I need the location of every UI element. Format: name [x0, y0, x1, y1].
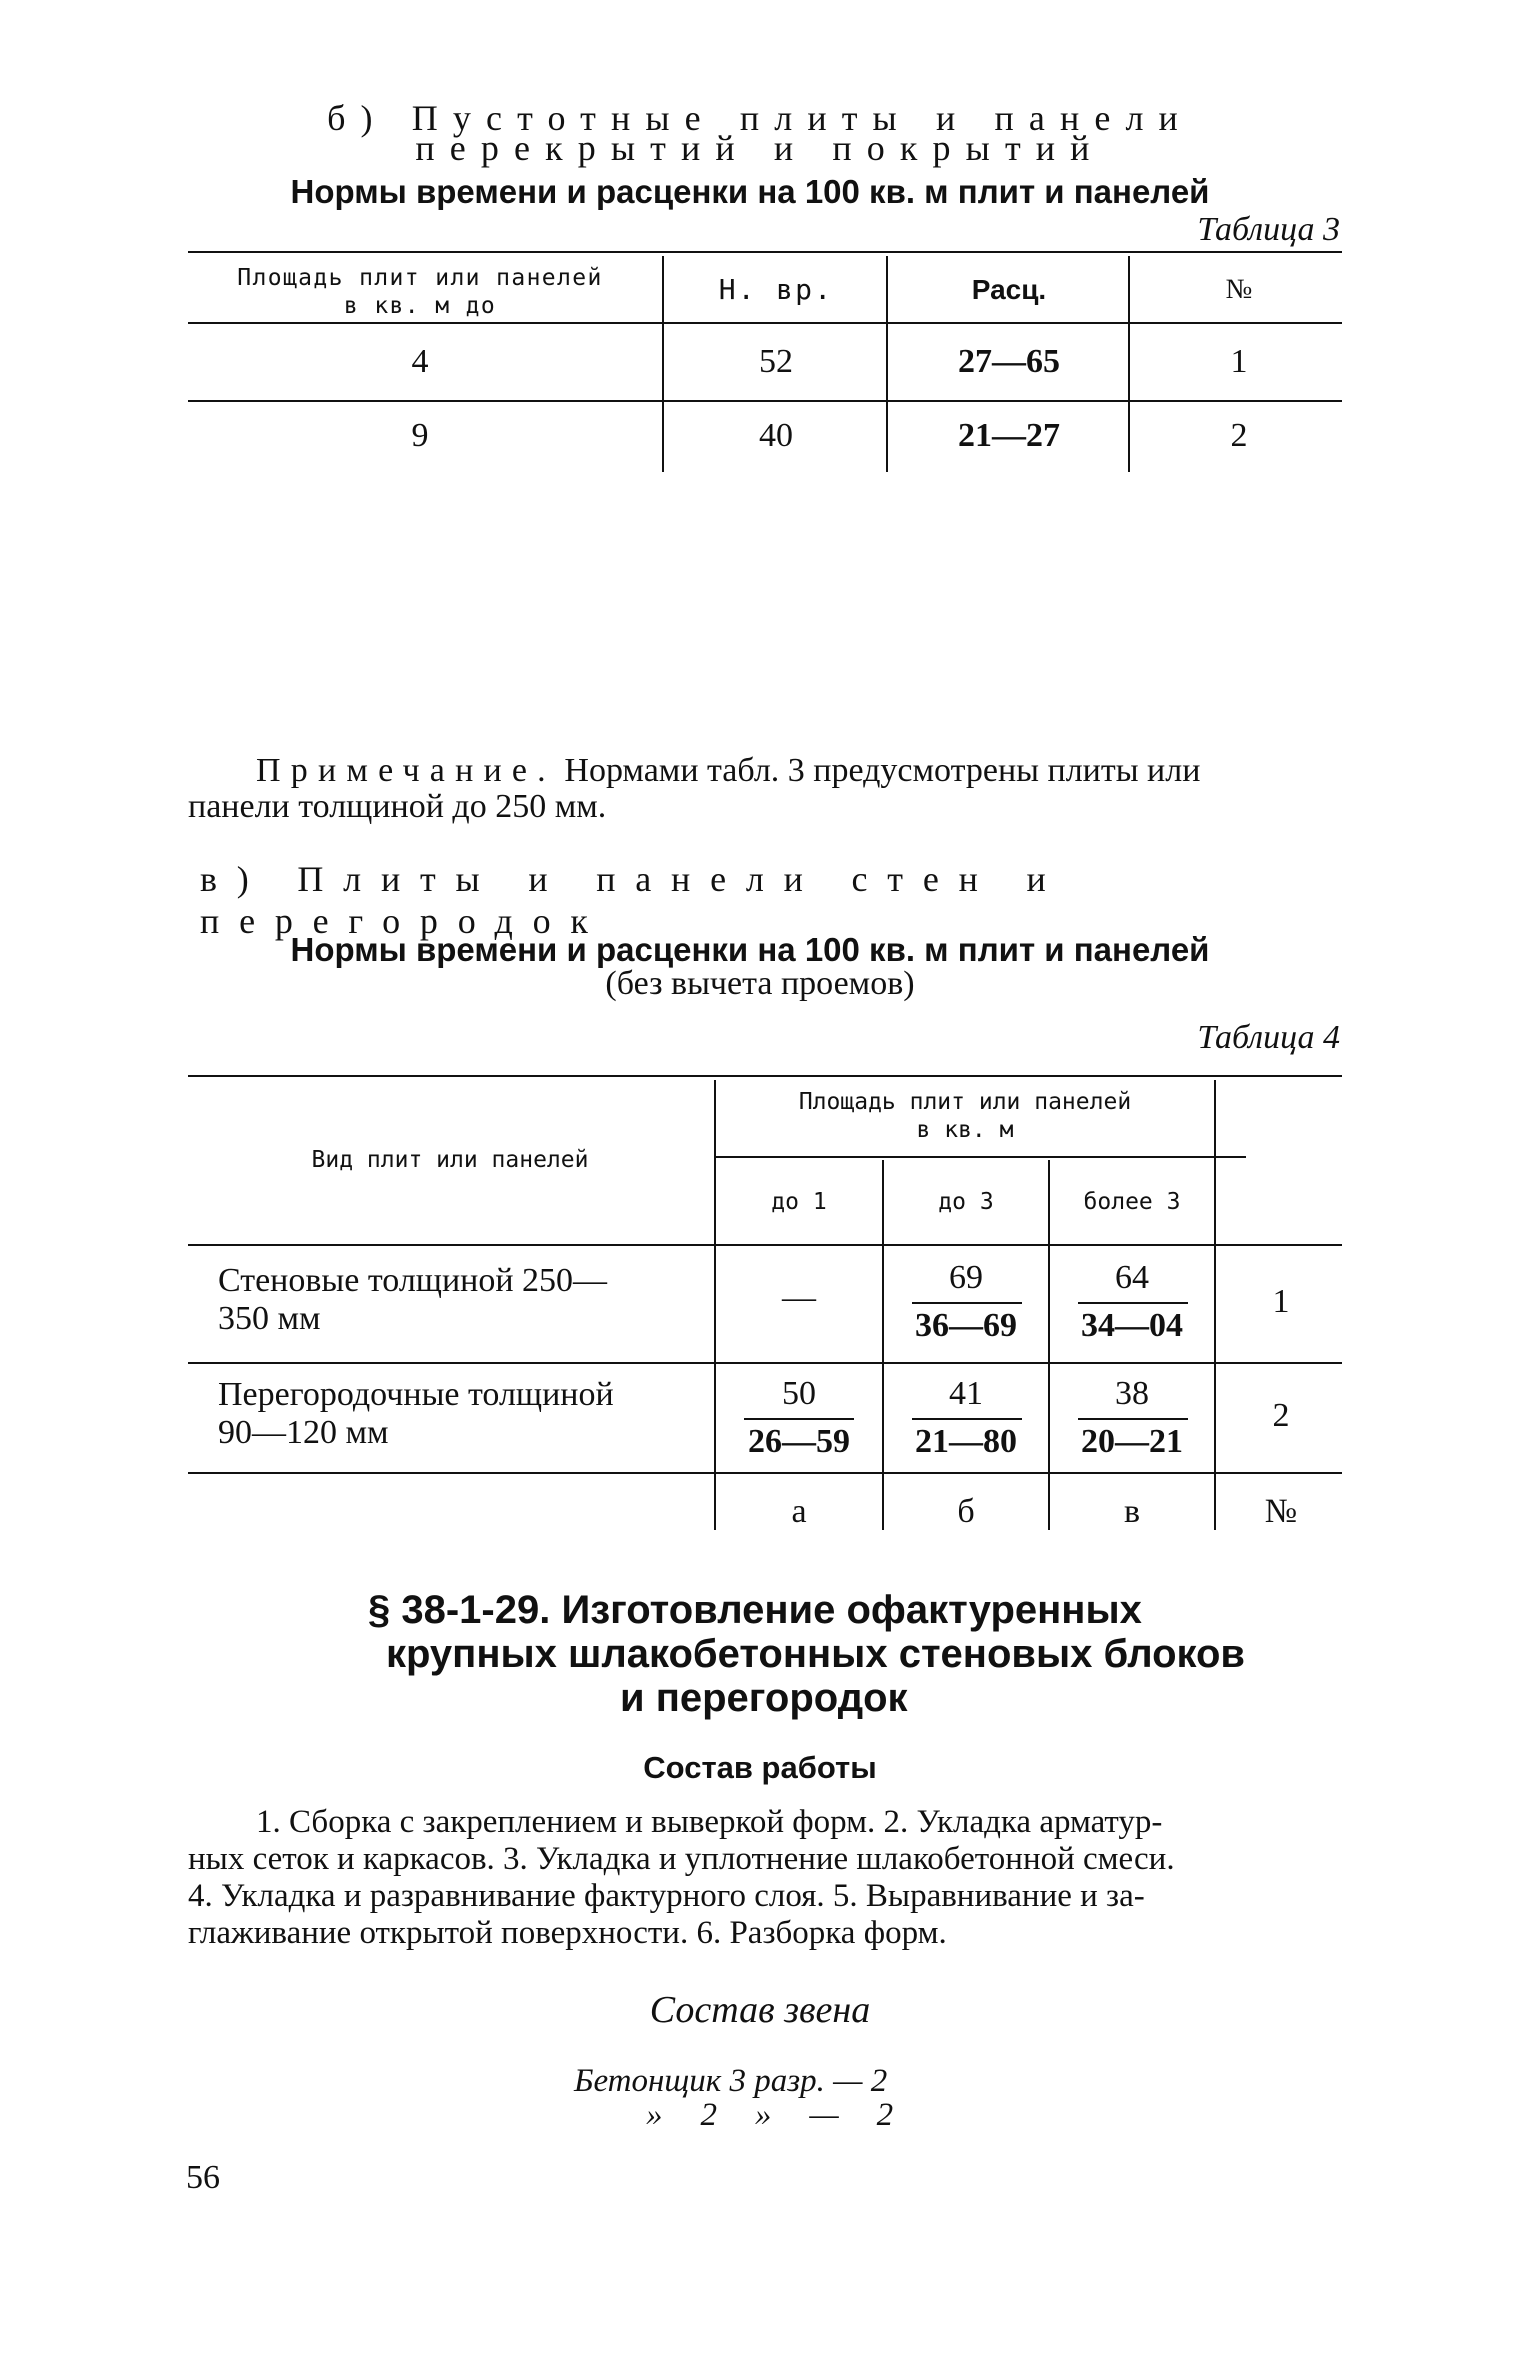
table4-cell-rate: 36—69	[915, 1307, 1017, 1344]
table3-col-divider	[1128, 256, 1130, 472]
table4-cell-rate: 20—21	[1081, 1423, 1183, 1460]
crew-heading: Состав звена	[649, 1989, 871, 2031]
table4-cell-rate: 21—80	[915, 1423, 1017, 1460]
table3-header-norm: Н. вр.	[718, 273, 834, 306]
table3-cell: 21—27	[958, 417, 1060, 454]
table4-norms-title: Нормы времени и расценки на 100 кв. м плит и панелей	[290, 931, 1210, 968]
table3-cell: 52	[759, 343, 793, 380]
table4-row2-type-line1: Перегородочные толщиной	[218, 1376, 614, 1413]
table3-header-rule	[188, 322, 1342, 324]
section-b-heading-line2: перекрытий и покрытий	[415, 128, 1105, 168]
table3-norms-title: Нормы времени и расценки на 100 кв. м плит и панелей	[290, 173, 1210, 210]
table4-bottom-rule	[188, 1472, 1342, 1474]
table4-row2-type-line2: 90—120 мм	[218, 1414, 389, 1451]
table3-cell: 40	[759, 417, 793, 454]
crew-line2: » 2 » — 2	[646, 2097, 894, 2133]
fraction-line	[744, 1418, 854, 1420]
fraction-line	[912, 1302, 1022, 1304]
table4-cell: 1	[1272, 1283, 1290, 1320]
table4-footer-label: в	[1123, 1493, 1141, 1530]
table4-cell-norm: 64	[1115, 1259, 1149, 1296]
table4-cell: —	[782, 1279, 816, 1316]
table4-subheader: до 1	[771, 1189, 827, 1215]
work-heading: Состав работы	[643, 1750, 877, 1785]
table4-top-rule	[188, 1075, 1342, 1077]
work-line: ных сеток и каркасов. 3. Укладка и уплотнение шлакобетонной смеси.	[188, 1841, 1175, 1877]
table4-cell-norm: 41	[949, 1375, 983, 1412]
table4-subheader: более 3	[1083, 1189, 1181, 1215]
table4-cell-norm: 38	[1115, 1375, 1149, 1412]
section-title-line1: § 38-1-29. Изготовление офактуренных	[368, 1588, 1142, 1632]
table4-footer-label: №	[1264, 1493, 1298, 1530]
table3-header-no: №	[1225, 274, 1253, 305]
page-number: 56	[186, 2159, 220, 2196]
note-line2: панели толщиной до 250 мм.	[188, 788, 607, 825]
table4-cell-norm: 69	[949, 1259, 983, 1296]
table4-col-divider	[1214, 1080, 1216, 1530]
section-title-line2: крупных шлакобетонных стеновых блоков	[386, 1632, 1246, 1676]
table3-col-divider	[886, 256, 888, 472]
table3-header-rate: Расц.	[971, 274, 1047, 305]
table3-top-rule	[188, 251, 1342, 253]
table4-row1-type	[218, 1262, 698, 1338]
note-label: Примечание.	[256, 752, 556, 789]
crew-line1: Бетонщик 3 разр. — 2	[574, 2063, 888, 2099]
table4-row2-type	[218, 1376, 698, 1452]
work-line: глаживание открытой поверхности. 6. Разборка форм.	[188, 1915, 947, 1951]
table4-label: Таблица 4	[1197, 1019, 1340, 1056]
section-b-heading-line1: б) Пустотные плиты и панели	[327, 98, 1193, 138]
work-line: 4. Укладка и разравнивание фактурного слоя. 5. Выравнивание и за-	[188, 1878, 1145, 1914]
table3-header-area-line1: Площадь плит или панелей	[237, 265, 603, 291]
note-line1	[256, 752, 1346, 790]
table3-col-divider	[662, 256, 664, 472]
table4-header-group-line2: в кв. м	[916, 1117, 1014, 1143]
table4-norms-subtitle: (без вычета проемов)	[605, 965, 915, 1002]
table4-header-type: Вид плит или панелей	[311, 1147, 589, 1173]
table3-header-area-line2: в кв. м до	[343, 293, 497, 319]
table4-footer-label: б	[957, 1493, 975, 1530]
fraction-line	[912, 1418, 1022, 1420]
table3-cell: 4	[411, 343, 429, 380]
note-text: Нормами табл. 3 предусмотрены плиты или	[564, 752, 1201, 789]
table4-subheader: до 3	[938, 1189, 994, 1215]
table4-header-rule	[188, 1244, 1342, 1246]
table3-cell: 9	[411, 417, 429, 454]
table4-header-group-line1: Площадь плит или панелей	[798, 1089, 1132, 1115]
table4-cell: 2	[1272, 1397, 1290, 1434]
table3-header-area	[200, 264, 640, 320]
table4-row1-type-line2: 350 мм	[218, 1300, 321, 1337]
table4-col-divider	[882, 1160, 884, 1530]
table4-col-divider	[1048, 1160, 1050, 1530]
table3-cell: 27—65	[958, 343, 1060, 380]
table3-label: Таблица 3	[1197, 211, 1340, 248]
table4-header-group	[720, 1088, 1210, 1144]
table3-cell: 2	[1230, 417, 1248, 454]
table4-row1-type-line1: Стеновые толщиной 250—	[218, 1262, 608, 1299]
table4-group-rule	[716, 1156, 1246, 1158]
fraction-line	[1078, 1418, 1188, 1420]
table3-row-rule	[188, 400, 1342, 402]
table4-row-rule	[188, 1362, 1342, 1364]
fraction-line	[1078, 1302, 1188, 1304]
table4-footer-label: а	[791, 1493, 807, 1530]
table4-cell-rate: 34—04	[1081, 1307, 1183, 1344]
table4-col-divider	[714, 1080, 716, 1530]
work-line: 1. Сборка с закреплением и выверкой форм. 2. Укладка арматур-	[256, 1804, 1163, 1840]
section-v-heading: в) Плиты и панели стен и перегородок	[200, 859, 1066, 941]
table4-cell-rate: 26—59	[748, 1423, 850, 1460]
table4-cell-norm: 50	[782, 1375, 816, 1412]
table3-cell: 1	[1230, 343, 1248, 380]
section-title-line3: и перегородок	[620, 1676, 908, 1720]
